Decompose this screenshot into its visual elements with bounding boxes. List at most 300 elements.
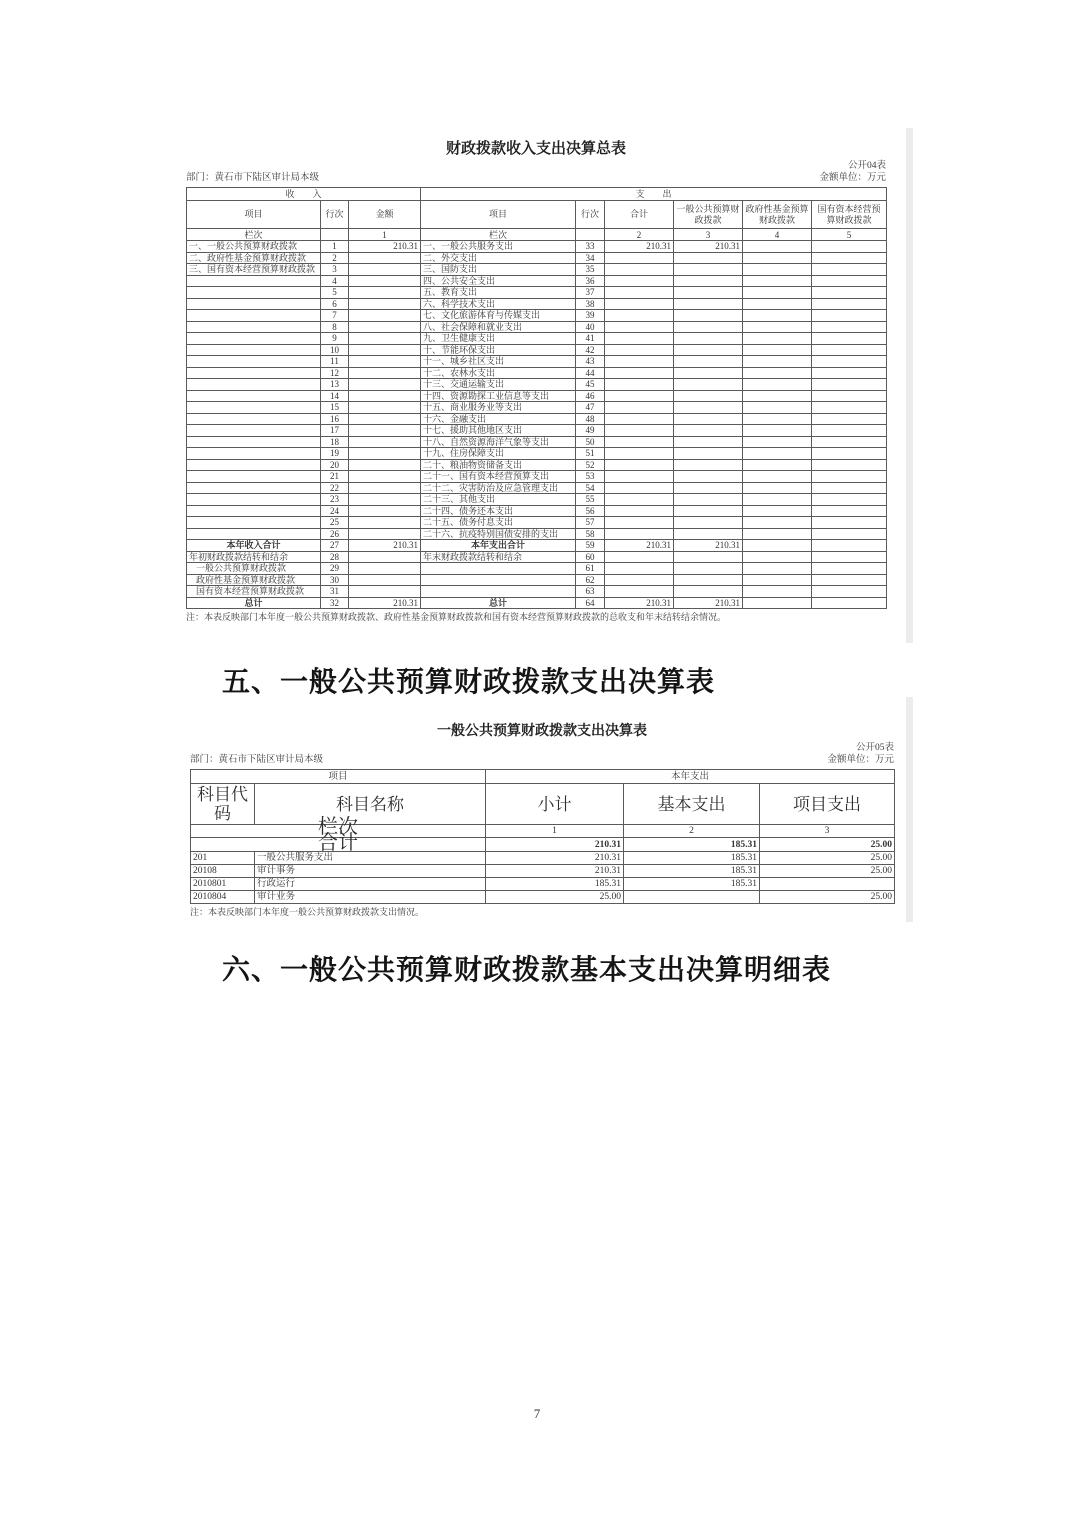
col-num-3: 3 (760, 825, 895, 838)
cell-state-capital (812, 344, 887, 356)
table1-department: 部门：黄石市下陆区审计局本级 (186, 173, 320, 183)
cell-income-item (187, 298, 321, 310)
embedded-image-edge (906, 697, 913, 922)
table-row (187, 229, 887, 241)
cell-income-line: 3 (321, 264, 349, 276)
cell-income-item (187, 333, 321, 345)
cell-gov-fund (743, 333, 812, 345)
cell-income-item (187, 321, 321, 333)
cell-expense-item: 年末财政拨款结转和结余 (421, 551, 576, 563)
cell-income-amount (349, 287, 421, 299)
cell-income-line: 16 (321, 413, 349, 425)
table-row (187, 517, 887, 529)
cell-income-line: 26 (321, 528, 349, 540)
cell-expense-item (421, 574, 576, 586)
funding-summary-table-section (186, 140, 886, 623)
cell-gov-fund (743, 471, 812, 483)
cell-basic-expense: 185.31 (624, 878, 760, 891)
section5-heading: 五、一般公共预算财政拨款支出决算表 (222, 666, 716, 697)
cell-expense-item: 二十、粮油物资储备支出 (421, 459, 576, 471)
cell-state-capital (812, 551, 887, 563)
cell-general-budget (674, 482, 743, 494)
table-row (187, 494, 887, 506)
funding-summary-table (186, 187, 887, 609)
cell-subtotal: 25.00 (486, 891, 624, 904)
cell-income-amount (349, 448, 421, 460)
cell-expense-item: 二十六、抗疫特别国债安排的支出 (421, 528, 576, 540)
cell-expense-total (605, 563, 674, 575)
cell-income-item: 总计 (187, 597, 321, 609)
cell-general-budget (674, 505, 743, 517)
cell-income-line: 32 (321, 597, 349, 609)
cell-expense-total (605, 287, 674, 299)
cell-expense-total (605, 425, 674, 437)
cell-expense-item: 本年支出合计 (421, 540, 576, 552)
cell-income-item (187, 275, 321, 287)
col-header-total: 合计 (605, 201, 674, 229)
cell-subject-name: 一般公共服务支出 (255, 852, 486, 865)
cell-income-line: 4 (321, 275, 349, 287)
table-row (187, 402, 887, 414)
cell-general-budget: 210.31 (674, 597, 743, 609)
cell-basic-expense: 185.31 (624, 865, 760, 878)
col-num-1: 1 (486, 825, 624, 838)
cell-state-capital (812, 379, 887, 391)
cell-income-item (187, 356, 321, 368)
cell-income-item (187, 471, 321, 483)
cell-income-amount (349, 356, 421, 368)
cell-income-item (187, 402, 321, 414)
table-row (191, 784, 895, 825)
section6-heading: 六、一般公共预算财政拨款基本支出决算明细表 (222, 954, 832, 985)
col-header-amount: 金额 (349, 201, 421, 229)
cell-expense-line: 57 (576, 517, 605, 529)
cell-expense-total (605, 275, 674, 287)
col-header-income-item: 项目 (187, 201, 321, 229)
cell-income-item (187, 494, 321, 506)
cell-income-line: 2 (321, 252, 349, 264)
col-num-2: 2 (605, 229, 674, 241)
cell-income-item (187, 528, 321, 540)
cell-general-budget (674, 517, 743, 529)
table-row (187, 310, 887, 322)
cell-expense-line: 58 (576, 528, 605, 540)
cell-subject-name: 审计业务 (255, 891, 486, 904)
cell-state-capital (812, 528, 887, 540)
lanci-overflow-text: 栏次 (318, 816, 358, 838)
cell-expense-total (605, 402, 674, 414)
cell-state-capital (812, 413, 887, 425)
col-header-general-budget: 一般公共预算财政拨款 (674, 201, 743, 229)
cell-expense-item: 十二、农林水支出 (421, 367, 576, 379)
cell-state-capital (812, 505, 887, 517)
cell-expense-line: 52 (576, 459, 605, 471)
cell-income-amount (349, 482, 421, 494)
cell-expense-total (605, 252, 674, 264)
cell-expense-item: 九、卫生健康支出 (421, 333, 576, 345)
table-row (187, 574, 887, 586)
table-row (191, 852, 895, 865)
table-row (187, 333, 887, 345)
cell-income-amount (349, 517, 421, 529)
cell-income-item: 一般公共预算财政拨款 (187, 563, 321, 575)
cell-expense-item: 十九、住房保障支出 (421, 448, 576, 460)
cell-income-item (187, 482, 321, 494)
lanci-expense-label: 栏次 (421, 229, 576, 241)
table-row (187, 505, 887, 517)
cell-general-budget (674, 356, 743, 368)
cell-gov-fund (743, 505, 812, 517)
cell-general-budget (674, 252, 743, 264)
cell-income-item (187, 436, 321, 448)
cell-gov-fund (743, 344, 812, 356)
cell-expense-item: 二十一、国有资本经营预算支出 (421, 471, 576, 483)
cell-gov-fund (743, 264, 812, 276)
cell-income-line: 8 (321, 321, 349, 333)
cell-income-item (187, 413, 321, 425)
table-row (187, 252, 887, 264)
cell-general-budget (674, 402, 743, 414)
cell-general-budget (674, 586, 743, 598)
cell-expense-line: 51 (576, 448, 605, 460)
table-row (187, 563, 887, 575)
total-overflow-text: 合计 (318, 832, 358, 854)
cell-income-amount: 210.31 (349, 597, 421, 609)
cell-income-line: 31 (321, 586, 349, 598)
cell-expense-total (605, 321, 674, 333)
cell-gov-fund (743, 436, 812, 448)
cell-expense-total (605, 436, 674, 448)
table-row (191, 770, 895, 784)
cell-expense-item: 一、一般公共服务支出 (421, 241, 576, 253)
cell-expense-line: 35 (576, 264, 605, 276)
cell-state-capital (812, 459, 887, 471)
cell-income-item (187, 517, 321, 529)
table-row (187, 540, 887, 552)
table-row (187, 551, 887, 563)
cell-expense-item: 二十五、债务付息支出 (421, 517, 576, 529)
cell-income-line: 7 (321, 310, 349, 322)
cell-general-budget (674, 298, 743, 310)
col-group-current-year: 本年支出 (486, 770, 895, 784)
cell-gov-fund (743, 563, 812, 575)
cell-gov-fund (743, 413, 812, 425)
table-row (187, 597, 887, 609)
cell-income-amount (349, 310, 421, 322)
cell-expense-total: 210.31 (605, 540, 674, 552)
cell-state-capital (812, 425, 887, 437)
cell-income-item (187, 287, 321, 299)
table-row (187, 321, 887, 333)
cell-expense-line: 42 (576, 344, 605, 356)
cell-income-item: 一、一般公共预算财政拨款 (187, 241, 321, 253)
table-row (187, 241, 887, 253)
cell-gov-fund (743, 586, 812, 598)
cell-expense-total (605, 551, 674, 563)
cell-project-expense: 25.00 (760, 852, 895, 865)
cell-gov-fund (743, 459, 812, 471)
cell-income-amount (349, 344, 421, 356)
cell-expense-line: 44 (576, 367, 605, 379)
cell-income-line: 27 (321, 540, 349, 552)
table-row (187, 275, 887, 287)
col-header-project-expense: 项目支出 (760, 784, 895, 825)
cell-expense-line: 40 (576, 321, 605, 333)
lanci-income-label: 栏次 (187, 229, 321, 241)
cell-expense-total (605, 586, 674, 598)
cell-income-line: 22 (321, 482, 349, 494)
cell-expense-item: 三、国防支出 (421, 264, 576, 276)
table-row (187, 298, 887, 310)
table-row (187, 379, 887, 391)
cell-income-item: 三、国有资本经营预算财政拨款 (187, 264, 321, 276)
cell-expense-total (605, 367, 674, 379)
table1-code: 公开04表 (847, 161, 886, 171)
cell-state-capital (812, 436, 887, 448)
cell-state-capital (812, 333, 887, 345)
cell-subject-code: 2010801 (191, 878, 255, 891)
cell-expense-total (605, 448, 674, 460)
cell-gov-fund (743, 390, 812, 402)
cell-gov-fund (743, 402, 812, 414)
cell-state-capital (812, 275, 887, 287)
col-header-gov-fund: 政府性基金预算财政拨款 (743, 201, 812, 229)
cell-state-capital (812, 574, 887, 586)
cell-expense-total (605, 413, 674, 425)
cell-general-budget (674, 333, 743, 345)
cell-income-line: 28 (321, 551, 349, 563)
cell-expense-item: 二、外交支出 (421, 252, 576, 264)
cell-income-line: 15 (321, 402, 349, 414)
cell-gov-fund (743, 551, 812, 563)
cell-gov-fund (743, 275, 812, 287)
cell-gov-fund (743, 482, 812, 494)
cell-income-amount (349, 367, 421, 379)
cell-expense-total (605, 505, 674, 517)
table2-department: 部门：黄石市下陆区审计局本级 (190, 755, 324, 765)
cell-income-line: 25 (321, 517, 349, 529)
cell-gov-fund (743, 298, 812, 310)
cell-expense-line: 50 (576, 436, 605, 448)
cell-expense-total: 210.31 (605, 241, 674, 253)
cell-income-line: 17 (321, 425, 349, 437)
cell-gov-fund (743, 356, 812, 368)
cell-basic-expense: 185.31 (624, 852, 760, 865)
cell-income-amount (349, 298, 421, 310)
cell-expense-item: 四、公共安全支出 (421, 275, 576, 287)
cell-general-budget (674, 528, 743, 540)
cell-expense-item: 二十四、债务还本支出 (421, 505, 576, 517)
col-header-expense-line: 行次 (576, 201, 605, 229)
cell-gov-fund (743, 241, 812, 253)
cell-expense-item: 总计 (421, 597, 576, 609)
cell-income-item (187, 505, 321, 517)
cell-income-amount (349, 333, 421, 345)
cell-expense-item: 五、教育支出 (421, 287, 576, 299)
cell-income-line: 19 (321, 448, 349, 460)
cell-expense-line: 64 (576, 597, 605, 609)
cell-income-line: 6 (321, 298, 349, 310)
cell-expense-line: 54 (576, 482, 605, 494)
cell-expense-line: 49 (576, 425, 605, 437)
cell-general-budget (674, 390, 743, 402)
col-num-5: 5 (812, 229, 887, 241)
cell-expense-line: 63 (576, 586, 605, 598)
cell-gov-fund (743, 425, 812, 437)
cell-basic-expense (624, 891, 760, 904)
cell-gov-fund (743, 448, 812, 460)
cell-project-expense (760, 878, 895, 891)
cell-expense-total (605, 494, 674, 506)
cell-state-capital (812, 517, 887, 529)
cell-general-budget (674, 425, 743, 437)
cell-expense-line: 38 (576, 298, 605, 310)
cell-income-item (187, 448, 321, 460)
cell-income-item: 本年收入合计 (187, 540, 321, 552)
cell-gov-fund (743, 379, 812, 391)
cell-expense-line: 46 (576, 390, 605, 402)
cell-state-capital (812, 563, 887, 575)
cell-income-amount: 210.31 (349, 540, 421, 552)
table1-note: 注：本表反映部门本年度一般公共预算财政拨款、政府性基金预算财政拨款和国有资本经营预算财政拨款的总收支和年末结转结余情况。 (186, 612, 727, 622)
cell-subject-code: 201 (191, 852, 255, 865)
table-row (187, 528, 887, 540)
cell-state-capital (812, 264, 887, 276)
col-header-income-line: 行次 (321, 201, 349, 229)
cell-expense-item: 六、科学技术支出 (421, 298, 576, 310)
cell-income-amount (349, 252, 421, 264)
cell-gov-fund (743, 528, 812, 540)
cell-income-amount: 210.31 (349, 241, 421, 253)
cell-expense-total (605, 528, 674, 540)
col-header-subject-code: 科目代码 (191, 784, 255, 825)
cell-income-line: 1 (321, 241, 349, 253)
lanci-cell (191, 816, 486, 838)
cell-income-amount (349, 494, 421, 506)
cell-expense-item: 十三、交通运输支出 (421, 379, 576, 391)
total-basic: 185.31 (624, 838, 760, 852)
table-row (187, 264, 887, 276)
cell-income-line: 24 (321, 505, 349, 517)
cell-expense-item: 十四、资源勘探工业信息等支出 (421, 390, 576, 402)
col-num-1: 1 (349, 229, 421, 241)
cell-income-item (187, 425, 321, 437)
table-row (187, 367, 887, 379)
col-header-basic-expense: 基本支出 (624, 784, 760, 825)
col-num-3: 3 (674, 229, 743, 241)
cell-income-amount (349, 436, 421, 448)
cell-expense-line: 61 (576, 563, 605, 575)
cell-expense-line: 53 (576, 471, 605, 483)
total-project: 25.00 (760, 838, 895, 852)
cell-gov-fund (743, 517, 812, 529)
cell-subtotal: 185.31 (486, 878, 624, 891)
cell-state-capital (812, 402, 887, 414)
cell-gov-fund (743, 310, 812, 322)
cell-income-item (187, 344, 321, 356)
cell-state-capital (812, 586, 887, 598)
cell-general-budget: 210.31 (674, 540, 743, 552)
table-row (187, 188, 887, 201)
cell-state-capital (812, 540, 887, 552)
table2-meta (190, 754, 894, 767)
col-header-subtotal: 小计 (486, 784, 624, 825)
cell-expense-item: 十一、城乡社区支出 (421, 356, 576, 368)
cell-income-item (187, 390, 321, 402)
income-section-header: 收 入 (187, 188, 421, 201)
cell-income-amount (349, 379, 421, 391)
cell-income-amount (349, 390, 421, 402)
table-row (187, 482, 887, 494)
cell-income-line: 10 (321, 344, 349, 356)
cell-expense-total (605, 310, 674, 322)
cell-gov-fund (743, 597, 812, 609)
cell-expense-item: 十五、商业服务业等支出 (421, 402, 576, 414)
cell-general-budget (674, 321, 743, 333)
table-row (187, 201, 887, 229)
col-header-expense-item: 项目 (421, 201, 576, 229)
cell-expense-line: 48 (576, 413, 605, 425)
cell-expense-item: 二十二、灾害防治及应急管理支出 (421, 482, 576, 494)
table-row (187, 459, 887, 471)
table-row (187, 390, 887, 402)
cell-income-amount (349, 471, 421, 483)
page-number: 7 (533, 1406, 541, 1421)
cell-general-budget (674, 264, 743, 276)
cell-gov-fund (743, 287, 812, 299)
cell-general-budget (674, 344, 743, 356)
table-row (187, 471, 887, 483)
cell-income-line: 9 (321, 333, 349, 345)
cell-gov-fund (743, 321, 812, 333)
cell-subject-name: 审计事务 (255, 865, 486, 878)
cell-income-amount (349, 321, 421, 333)
cell-expense-total (605, 574, 674, 586)
table1-unit: 金额单位：万元 (819, 173, 886, 183)
cell-income-amount (349, 563, 421, 575)
cell-state-capital (812, 448, 887, 460)
cell-project-expense: 25.00 (760, 891, 895, 904)
cell-expense-item: 十七、援助其他地区支出 (421, 425, 576, 437)
cell-income-line: 30 (321, 574, 349, 586)
cell-gov-fund (743, 540, 812, 552)
cell-income-amount (349, 459, 421, 471)
table2-title: 一般公共预算财政拨款支出决算表 (437, 724, 647, 739)
cell-income-item: 国有资本经营预算财政拨款 (187, 586, 321, 598)
cell-expense-item (421, 586, 576, 598)
cell-expense-total (605, 459, 674, 471)
general-budget-expense-table-section (190, 723, 894, 918)
cell-state-capital (812, 597, 887, 609)
cell-expense-line: 56 (576, 505, 605, 517)
cell-state-capital (812, 287, 887, 299)
cell-income-line: 13 (321, 379, 349, 391)
table2-note: 注：本表反映部门本年度一般公共预算财政拨款支出情况。 (190, 907, 425, 917)
cell-expense-line: 43 (576, 356, 605, 368)
total-label-cell (191, 832, 486, 854)
cell-income-item: 二、政府性基金预算财政拨款 (187, 252, 321, 264)
cell-income-line: 14 (321, 390, 349, 402)
cell-general-budget (674, 379, 743, 391)
col-header-subject-name: 科目名称 (255, 784, 486, 825)
cell-income-line: 29 (321, 563, 349, 575)
table-row (191, 878, 895, 891)
cell-state-capital (812, 367, 887, 379)
cell-general-budget (674, 574, 743, 586)
cell-income-amount (349, 586, 421, 598)
cell-state-capital (812, 494, 887, 506)
cell-expense-total (605, 344, 674, 356)
